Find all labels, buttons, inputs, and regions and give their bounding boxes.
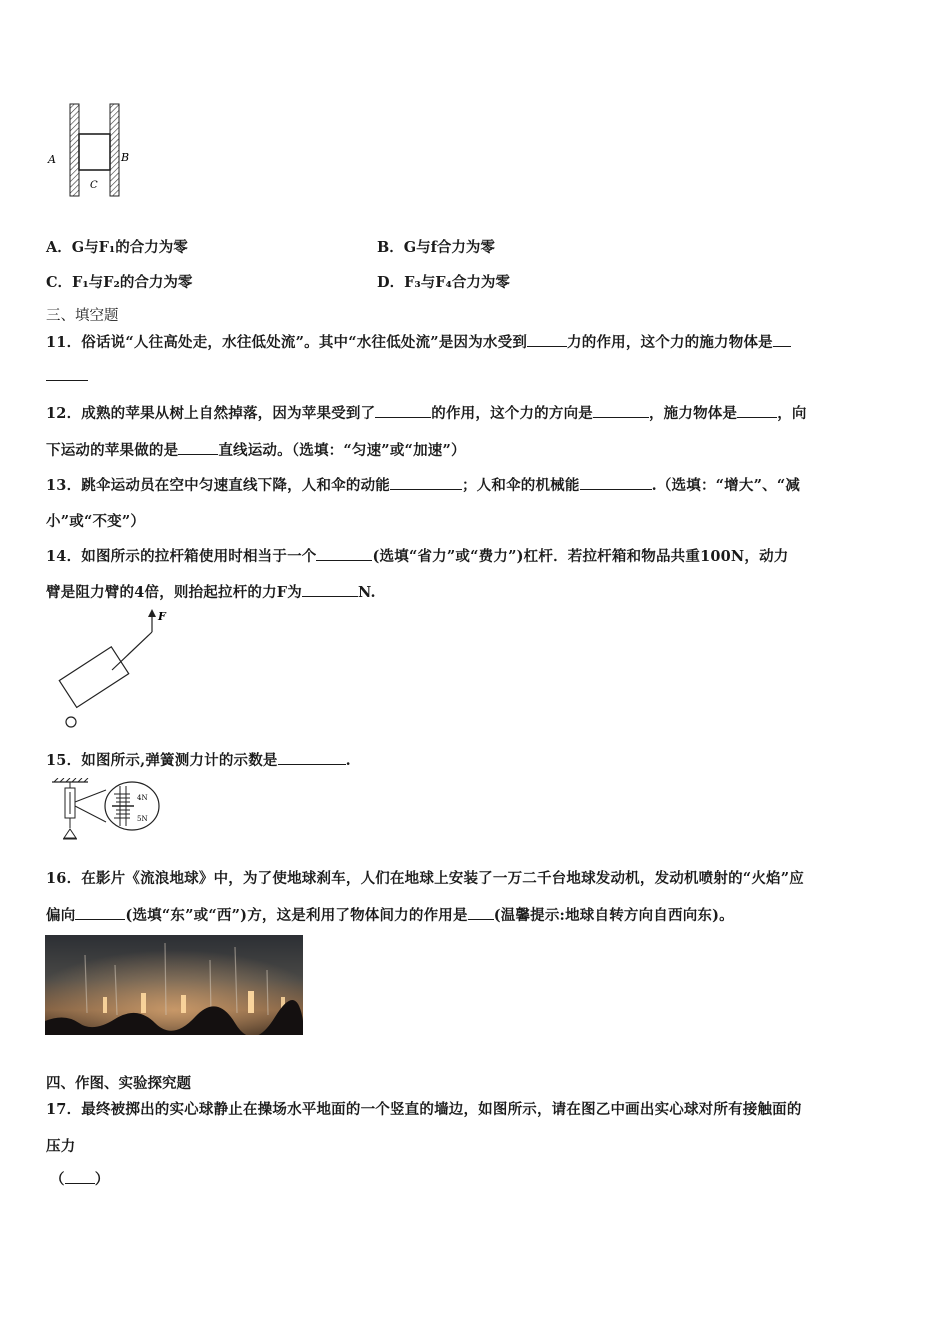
question-16: 16．在影片《流浪地球》中，为了使地球刹车，人们在地球上安装了一万二千台地球发动机，发动机喷射的“火焰”应 [46, 870, 804, 887]
option-d: D．F₃与F₄合力为零 [377, 274, 510, 291]
answer-blank [46, 380, 88, 381]
spring-scale-figure [44, 778, 166, 842]
trolley-case-figure [42, 608, 182, 732]
question-17-line-2: 压力 [46, 1138, 76, 1155]
wandering-earth-photo [45, 935, 303, 1035]
tick-label-5n: 5N [137, 815, 148, 823]
question-13-line-2: 小”或“不变”） [46, 513, 146, 530]
question-17: 17．最终被掷出的实心球静止在操场水平地面的一个竖直的墙边，如图所示，请在图乙中画出实心球对所有接触面的 [46, 1101, 802, 1118]
label-a: A [48, 153, 56, 166]
section-title-experiment: 四、作图、实验探究题 [46, 1075, 191, 1092]
label-c: C [90, 180, 98, 191]
question-17-answer: （ ） [50, 1171, 110, 1188]
option-a: A．G与F₁的合力为零 [46, 239, 188, 256]
question-12-line-2: 下运动的苹果做的是 直线运动。（选填：“匀速”或“加速”） [46, 442, 466, 459]
wall-block-figure [44, 100, 134, 200]
question-16-line-2: 偏向 (选填“东”或“西”)方，这是利用了物体间力的作用是 (温馨提示:地球自转方向自西向东)。 [46, 907, 734, 924]
option-b: B．G与f合力为零 [377, 239, 495, 256]
question-13: 13．跳伞运动员在空中匀速直线下降，人和伞的动能 ；人和伞的机械能 .（选填：“增大”、“减 [46, 477, 801, 494]
section-title-fill-in: 三、填空题 [46, 308, 119, 324]
question-12: 12．成熟的苹果从树上自然掉落，因为苹果受到了 的作用，这个力的方向是 ，施力物体是 ，向 [46, 405, 807, 422]
question-15: 15．如图所示,弹簧测力计的示数是 . [46, 752, 351, 769]
question-11: 11．俗话说“人往高处走，水往低处流”。其中“水往低处流”是因为水受到 力的作用，这个力的施力物体是 [46, 331, 791, 352]
force-label: F [158, 610, 166, 623]
question-14: 14．如图所示的拉杆箱使用时相当于一个 (选填“省力”或“费力”)杠杆．若拉杆箱和物品共重100N，动力 [46, 548, 789, 565]
question-14-line-2: 臂是阻力臂的4倍，则抬起拉杆的力F为 N. [46, 584, 376, 601]
label-b: B [121, 151, 130, 164]
option-c: C．F₁与F₂的合力为零 [46, 274, 193, 291]
tick-label-4n: 4N [137, 794, 148, 802]
